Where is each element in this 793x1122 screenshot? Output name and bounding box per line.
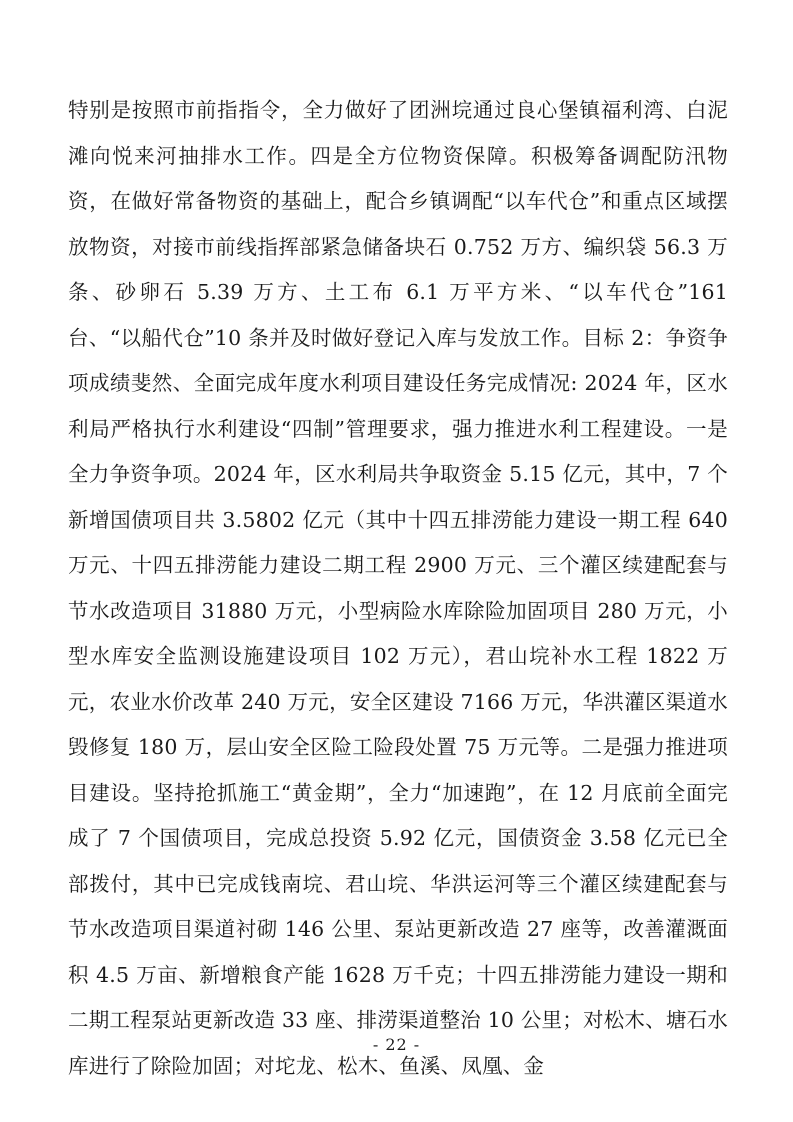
page-content-area [68,88,728,1089]
page-number: - 22 - [372,1035,421,1054]
body-paragraph: 特别是按照市前指指令，全力做好了团洲垸通过良心堡镇福利湾、白泥滩向悦来河抽排水工作。四是全方位物资保障。积极筹备调配防汛物资，在做好常备物资的基础上，配合乡镇调配“以车代仓”和重点区域摆放物资，对接市前线指挥部紧急储备块石 0.752 万方、编织袋 56.3 万条、砂卵石 5.39 万方、土工布 6.1 万平方米、“以车代仓”161 台、“以船代仓”10 条并及时做好登记入库与发放工作。目标 2：争资争项成绩斐然、全面完成年度水利项目建设任务完成情况: 2024 年，区水利局严格执行水利建设“四制”管理要求，强力推进水利工程建设。一是全力争资争项。2024 年，区水利局共争取资金 5.15 亿元，其中，7 个新增国债项目共 3.5802 亿元（其中十四五排涝能力建设一期工程 640 万元、十四五排涝能力建设二期工程 2900 万元、三个灌区续建配套与节水改造项目 31880 万元，小型病险水库除险加固项目 280 万元，小型水库安全监测设施建设项目 102 万元），君山垸补水工程 1822 万元，农业水价改革 240 万元，安全区建设 7166 万元，华洪灌区渠道水毁修复 180 万，层山安全区险工险段处置 75 万元等。二是强力推进项目建设。坚持抢抓施工“黄金期”，全力“加速跑”，在 12 月底前全面完成了 7 个国债项目，完成总投资 5.92 亿元，国债资金 3.58 亿元已全部拨付，其中已完成钱南垸、君山垸、华洪运河等三个灌区续建配套与节水改造项目渠道衬砌 146 公里、泵站更新改造 27 座等，改善灌溉面积 4.5 万亩、新增粮食产能 1628 万千克；十四五排涝能力建设一期和二期工程泵站更新改造 33 座、排涝渠道整治 10 公里；对松木、塘石水库进行了除险加固；对坨龙、松木、鱼溪、凤凰、金 [68,98,728,1078]
